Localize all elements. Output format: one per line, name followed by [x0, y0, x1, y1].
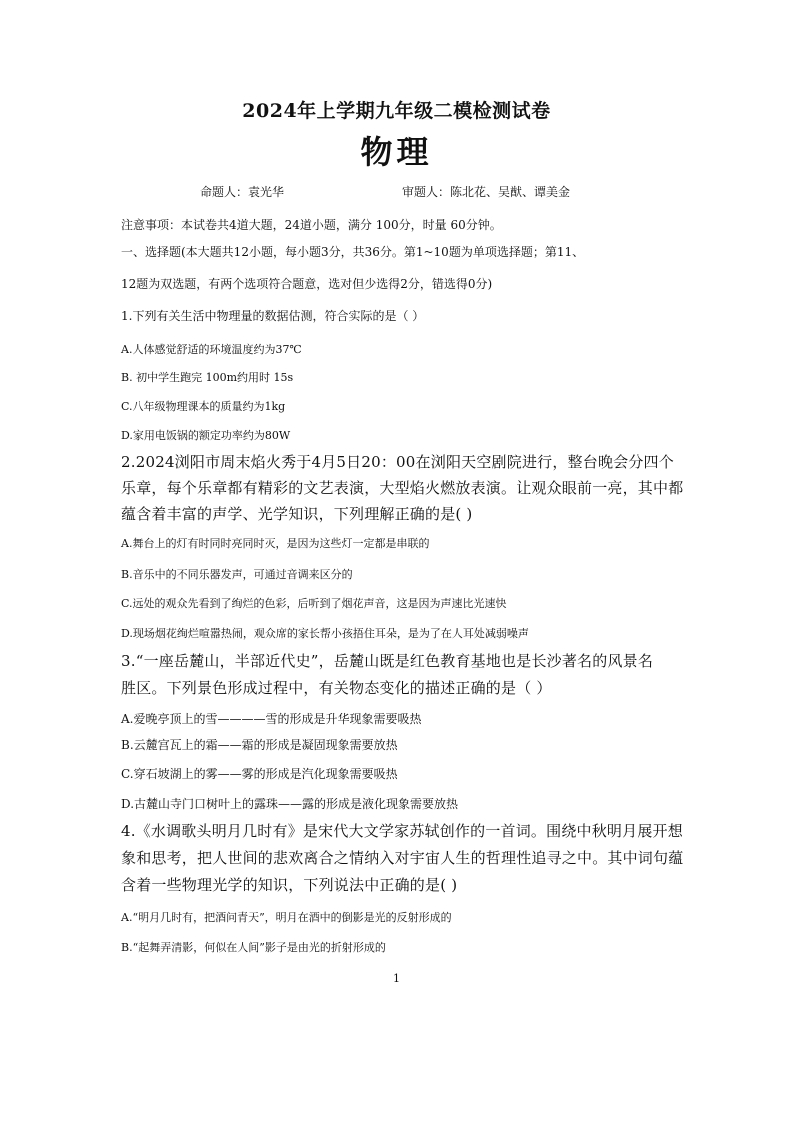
question-2-stem-line1: 2.2024浏阳市周末焰火秀于4月5日20：00在浏阳天空剧院进行，整台晚会分四个: [121, 453, 674, 471]
question-2-option-a: A.舞台上的灯有时同时亮同时灭，是因为这些灯一定都是串联的: [121, 537, 430, 550]
question-4-stem-line3: 含着一些物理光学的知识，下列说法中正确的是( ): [121, 876, 458, 894]
question-4-stem-line2: 象和思考，把人世间的悲欢离合之情纳入对宇宙人生的哲理性追寻之中。其中词句蕴: [121, 849, 684, 867]
question-1-option-a: A.人体感觉舒适的环境温度约为37℃: [121, 343, 302, 356]
author-line: 命题人：袁光华: [200, 185, 285, 199]
question-2-option-b: B.音乐中的不同乐器发声，可通过音调来区分的: [121, 568, 353, 581]
subject-title: 物理: [360, 133, 433, 171]
reviewer-line: 审题人：陈北花、吴猷、谭美金: [402, 185, 571, 199]
question-4-stem-line1: 4.《水调歌头明月几时有》是宋代大文学家苏轼创作的一首词。围绕中秋明月展开想: [121, 822, 683, 840]
question-2-stem-line3: 蕴含着丰富的声学、光学知识，下列理解正确的是( ): [121, 505, 473, 523]
page-number: 1: [393, 972, 400, 985]
question-4-option-b: B.“起舞弄清影，何似在人间”影子是由光的折射形成的: [121, 941, 386, 954]
question-3-option-a: A.爱晚亭顶上的雪————雪的形成是升华现象需要吸热: [121, 712, 422, 726]
exam-title: 2024年上学期九年级二模检测试卷: [242, 100, 551, 122]
question-1-option-d: D.家用电饭锅的额定功率约为80W: [121, 429, 291, 442]
question-2-option-d: D.现场烟花绚烂喧嚣热闹，观众席的家长帮小孩捂住耳朵，是为了在人耳处减弱噪声: [121, 627, 529, 640]
question-3-stem-line2: 胜区。下列景色形成过程中，有关物态变化的描述正确的是（ ）: [121, 679, 552, 697]
question-1-option-c: C.八年级物理课本的质量约为1kg: [121, 400, 286, 413]
question-1-option-b: B. 初中学生跑完 100m约用时 15s: [121, 371, 294, 384]
section1-heading-line1: 一、选择题(本大题共12小题，每小题3分，共36分。第1~10题为单项选择题；第11、: [121, 245, 585, 259]
question-2-stem-line2: 乐章，每个乐章都有精彩的文艺表演，大型焰火燃放表演。让观众眼前一亮，其中都: [121, 479, 684, 497]
question-4-option-a: A.“明月几时有，把酒问青天”，明月在酒中的倒影是光的反射形成的: [121, 911, 452, 924]
question-3-option-c: C.穿石坡湖上的雾——雾的形成是汽化现象需要吸热: [121, 767, 398, 781]
exam-notes: 注意事项：本试卷共4道大题，24道小题，满分 100分，时量 60分钟。: [121, 218, 502, 232]
question-3-option-d: D.古麓山寺门口树叶上的露珠——露的形成是液化现象需要放热: [121, 797, 459, 811]
section1-heading-line2: 12题为双选题，有两个选项符合题意，选对但少选得2分，错选得0分): [121, 277, 493, 291]
question-1-stem: 1.下列有关生活中物理量的数据估测，符合实际的是（ ）: [121, 309, 425, 323]
question-3-stem-line1: 3.“一座岳麓山，半部近代史”，岳麓山既是红色教育基地也是长沙著名的风景名: [121, 652, 654, 670]
question-3-option-b: B.云麓宫瓦上的霜——霜的形成是凝固现象需要放热: [121, 738, 398, 752]
question-2-option-c: C.远处的观众先看到了绚烂的色彩，后听到了烟花声音，这是因为声速比光速快: [121, 597, 507, 610]
